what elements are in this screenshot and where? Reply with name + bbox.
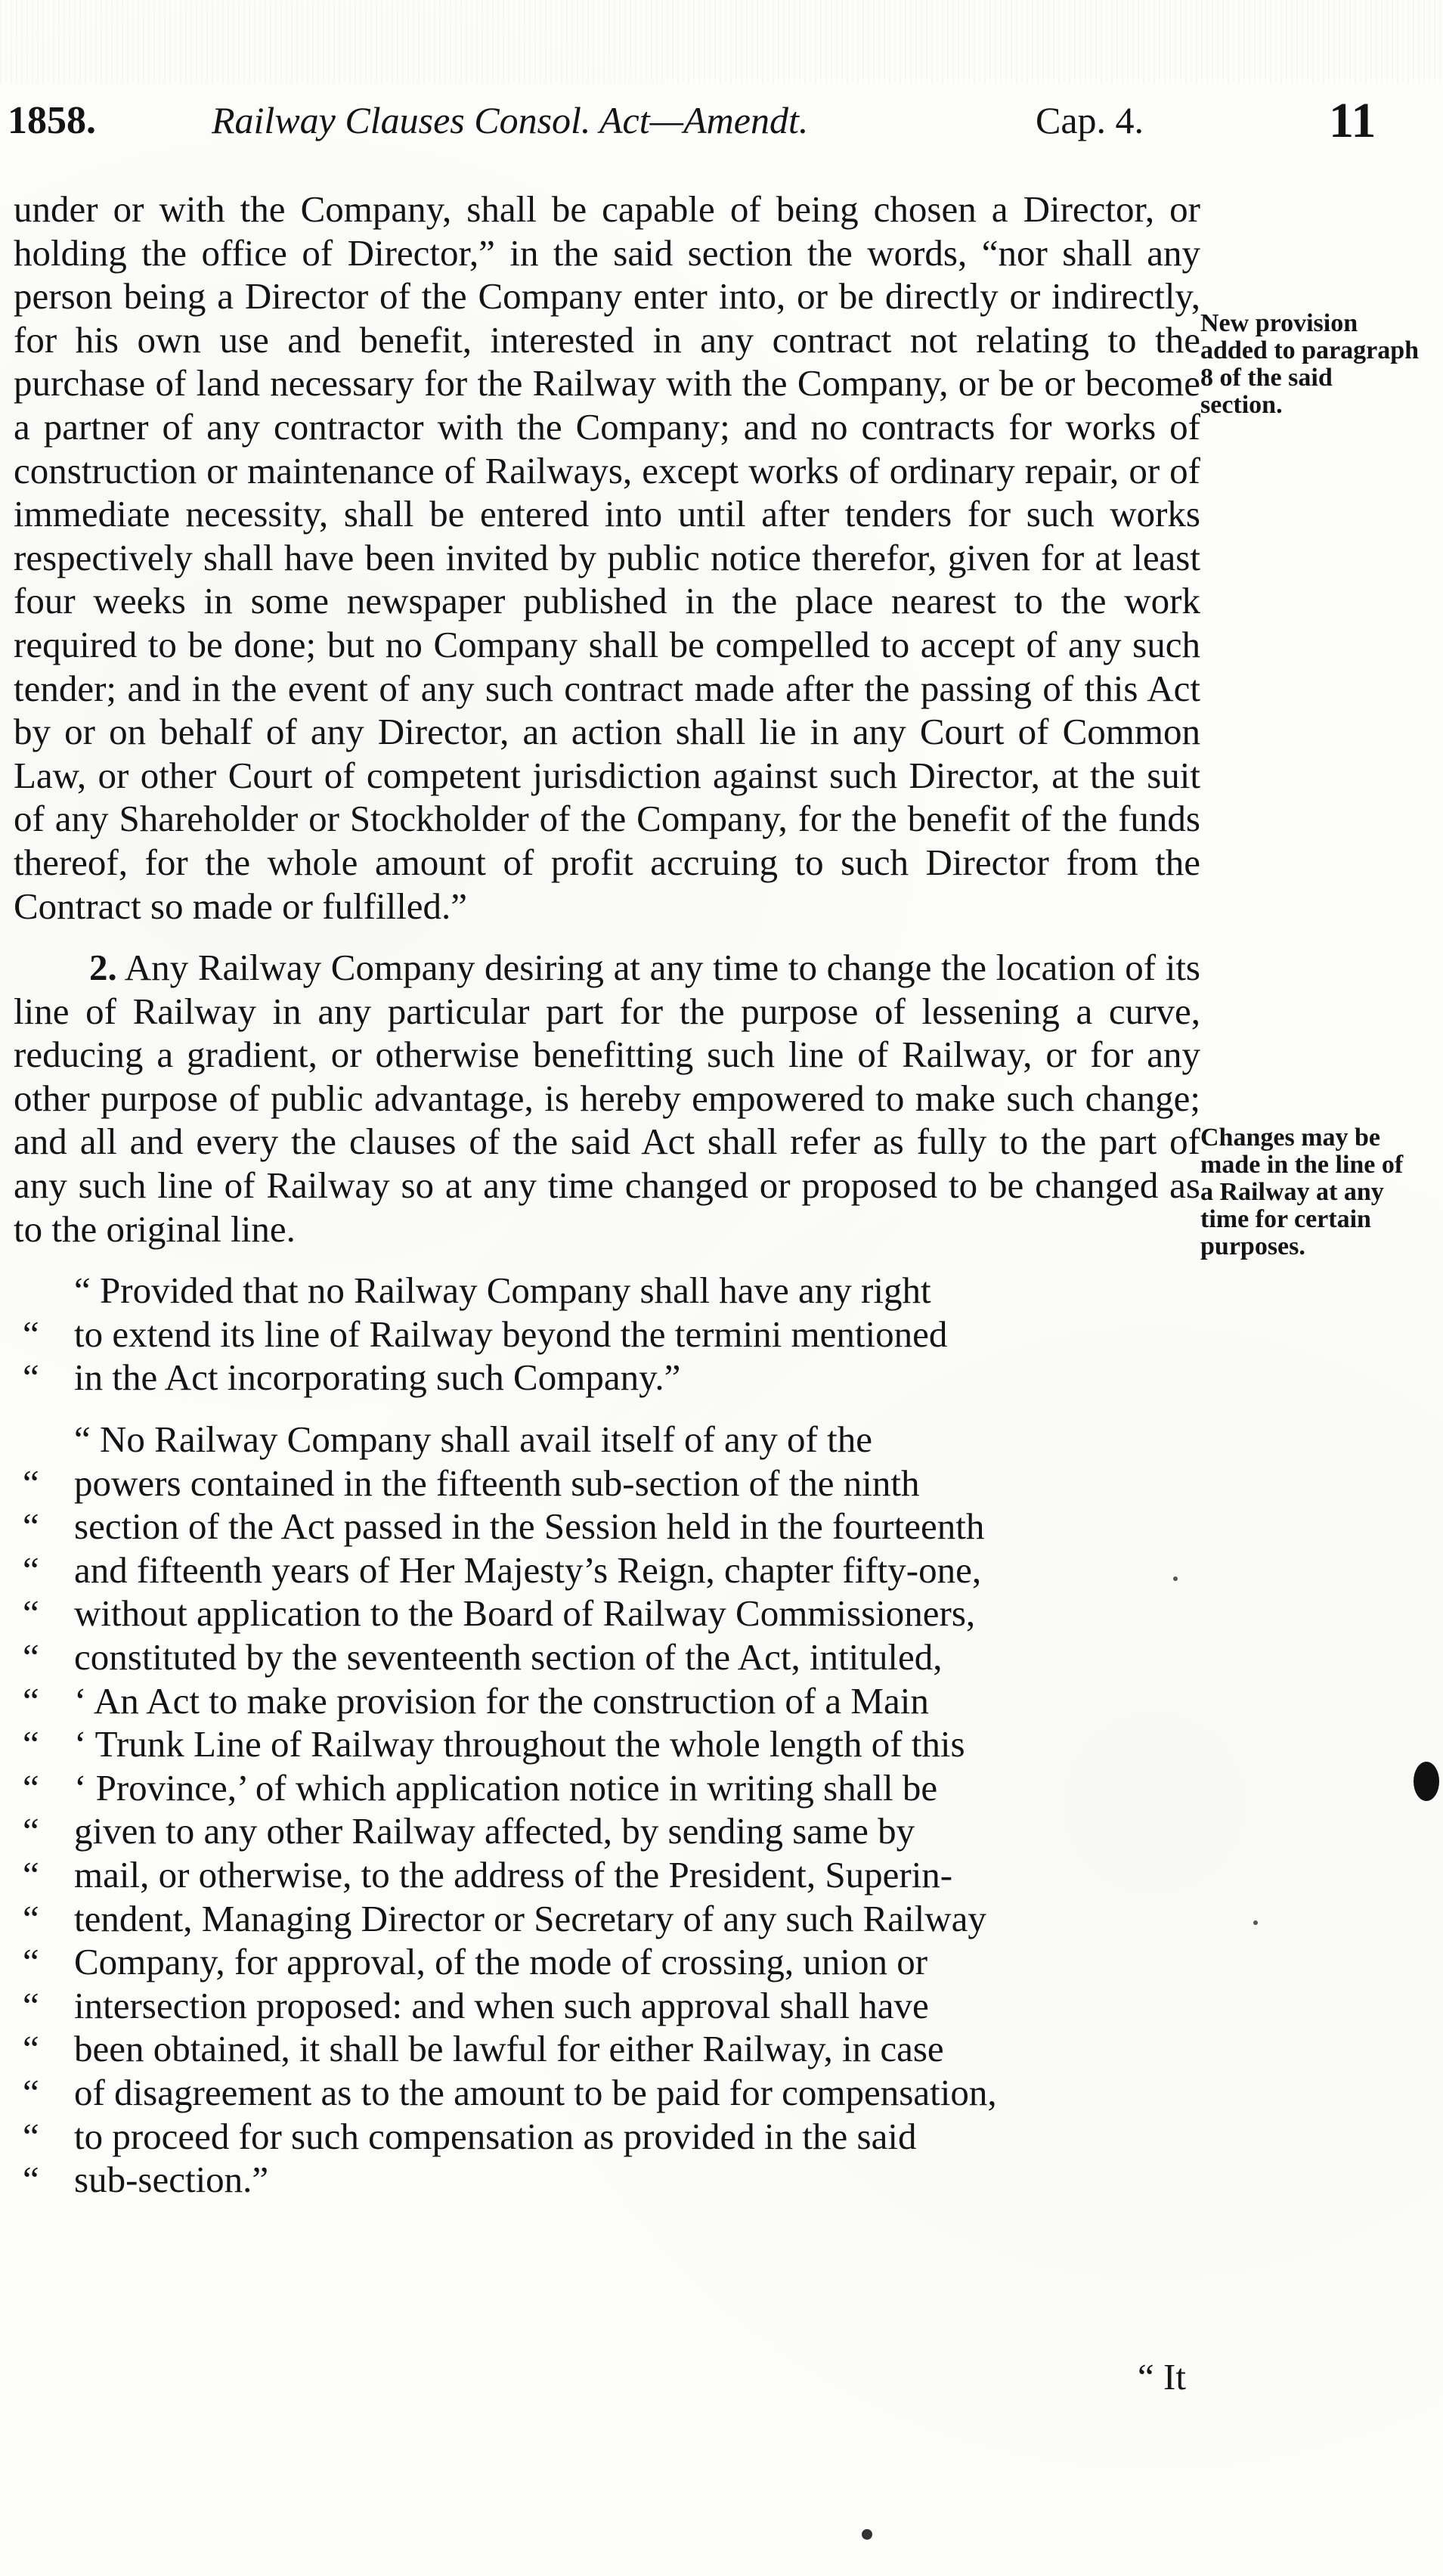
quote-line: “ ‘ Province,’ of which application notice in writing shall be [23, 1766, 938, 1809]
quote-line: “ in the Act incorporating such Company.” [23, 1356, 681, 1399]
ink-speck [1173, 1576, 1178, 1581]
quote-mark: “ [23, 1984, 39, 2026]
section-2-paragraph [14, 946, 1200, 1251]
quote-line: “ powers contained in the fifteenth sub-section of the ninth [23, 1462, 920, 1504]
running-header [0, 93, 1443, 159]
quote-mark: “ [23, 1592, 39, 1635]
paragraph-continued: under or with the Company, shall be capable of being chosen a Director, or holding the office of Director,” in the said section the words, “nor shall any person being a Director of the Company enter into, or be directly or indirectly, for his own use and benefit, interested in any contract not relating to the purchase of land necessary for the Railway with the Company, or be or become a partner of any contractor with the Company; and no contracts for works of construction or maintenance of Railways, except works of ordinary repair, or of immediate necessity, shall be entered into until after tenders for such works respectively shall have been invited by public notice therefor, given for at least four weeks in some newspaper published in the place nearest to the work required to be done; but no Company shall be compelled to accept of any such tender; and in the event of any such contract made after the passing of this Act by or on behalf of any Director, an action shall lie in any Court of Common Law, or other Court of competent jurisdiction against such Director, at the suit of any Shareholder or Stockholder of the Company, for the benefit of the funds thereof, for the whole amount of profit accruing to such Director from the Contract so made or fulfilled.” [14, 188, 1200, 927]
quote-mark: “ [23, 1723, 39, 1765]
quote-line: “ mail, or otherwise, to the address of the President, Superin- [23, 1853, 953, 1896]
catchword: “ It [1138, 2356, 1186, 2398]
quote-line: “ given to any other Railway affected, by sending same by [23, 1810, 915, 1852]
quote-mark: “ [23, 1462, 39, 1504]
page-number: 11 [1329, 93, 1376, 148]
margin-note-changes: Changes may be made in the line of a Railway at any time for certain purposes. [1200, 1124, 1404, 1260]
quote-line: “ been obtained, it shall be lawful for either Railway, in case [23, 2028, 944, 2070]
quote-line: “ ‘ Trunk Line of Railway throughout the whole length of this [23, 1723, 965, 1765]
section-number: 2. [89, 947, 117, 989]
quote-line: “ constituted by the seventeenth section of the Act, intituled, [23, 1636, 943, 1678]
ink-blot [1414, 1762, 1439, 1801]
scan-noise-band [0, 0, 1443, 83]
quote-line: “ of disagreement as to the amount to be paid for compensation, [23, 2071, 997, 2113]
quote-mark: “ [23, 1505, 39, 1548]
quote-line: “ to proceed for such compensation as provided in the said [23, 2115, 917, 2157]
header-year: 1858. [8, 99, 96, 142]
quote-line: “ to extend its line of Railway beyond the termini mentioned [23, 1313, 948, 1355]
quote-line: “ intersection proposed: and when such approval shall have [23, 1984, 929, 2026]
quote-line: “ and fifteenth years of Her Majesty’s Reign, chapter fifty-one, [23, 1548, 982, 1591]
quote-line: “ Company, for approval, of the mode of crossing, union or [23, 1941, 928, 1983]
quote-mark: “ [23, 2071, 39, 2113]
quote-mark: “ [23, 1897, 39, 1939]
quote-mark: “ [23, 1548, 39, 1591]
quote-line: “ Provided that no Railway Company shall have any right [74, 1269, 931, 1312]
quote-line: “ sub-section.” [23, 2159, 269, 2201]
quote-mark: “ [23, 2159, 39, 2201]
quote-line: “ section of the Act passed in the Session held in the fourteenth [23, 1505, 985, 1548]
quote-line: “ ‘ An Act to make provision for the construction of a Main [23, 1679, 929, 1722]
body-text [14, 188, 1200, 2202]
section-2-text: Any Railway Company desiring at any time to change the location of its line of Railway in any particular part for the purpose of lessening a curve, reducing a gradient, or otherwise benefitting such line of Railway, or for any other purpose of public advantage, is hereby empowered to make such change; and all and every the clauses of the said Act shall refer as fully to the part of any such line of Railway so at any time changed or proposed to be changed as to the original line. [14, 947, 1201, 1250]
header-title: Railway Clauses Consol. Act—Amendt. [212, 99, 809, 141]
quote-mark: “ [23, 1636, 39, 1678]
quote-mark: “ [23, 1853, 39, 1896]
quote-mark: “ [23, 1810, 39, 1852]
header-chapter: Cap. 4. [1036, 99, 1144, 141]
quoted-proviso-2 [14, 1418, 1200, 2202]
quote-mark: “ [23, 1941, 39, 1983]
quote-line: “ No Railway Company shall avail itself of any of the [74, 1418, 872, 1461]
quote-mark: “ [23, 1679, 39, 1722]
ink-dot [862, 2529, 872, 2540]
quote-mark: “ [23, 2028, 39, 2070]
ink-speck [1253, 1920, 1258, 1925]
quote-line: “ without application to the Board of Railway Commissioners, [23, 1592, 976, 1635]
quoted-proviso-1 [14, 1269, 1200, 1400]
quote-mark: “ [23, 2115, 39, 2157]
quote-line: “ tendent, Managing Director or Secretary of any such Railway [23, 1897, 986, 1939]
quote-mark: “ [23, 1766, 39, 1809]
margin-note-new-provision: New provision added to paragraph 8 of the said section. [1200, 309, 1420, 419]
